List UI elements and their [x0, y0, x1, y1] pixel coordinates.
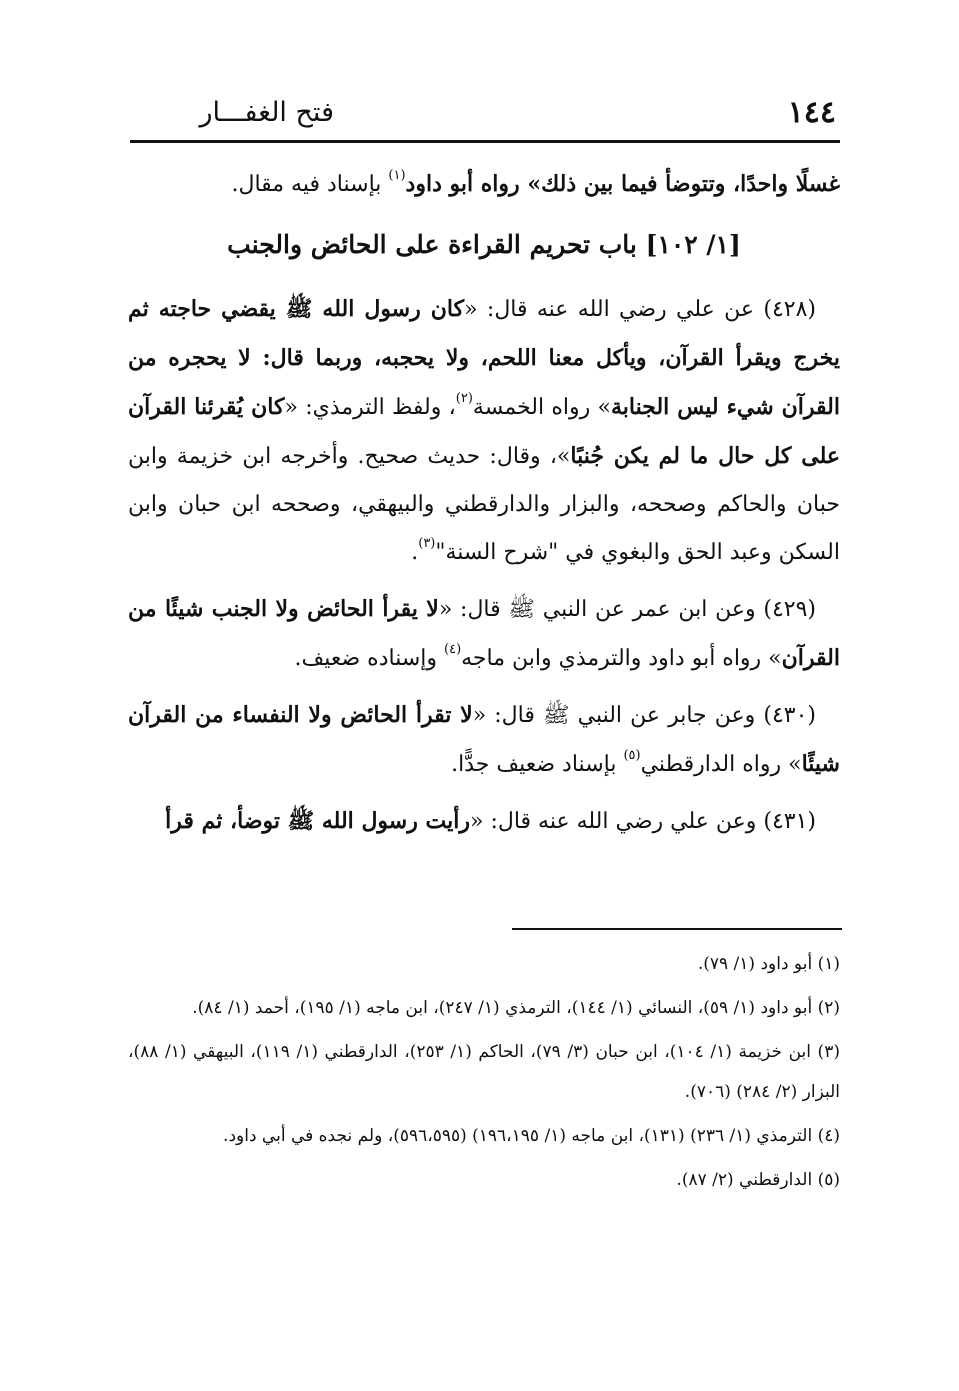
- hadith-number: (٤٢٨): [763, 297, 816, 322]
- footnote-3: (٣) ابن خزيمة (١/ ١٠٤)، ابن حبان (٣/ ٧٩)، الحاكم (١/ ٢٥٣)، الدارقطني (١/ ١١٩)، البيهقي (١/ ٨٨)، البزار (٢/ ٢٨٤) (٧٠٦).: [128, 1042, 840, 1102]
- header-rule: [130, 140, 840, 143]
- hadith-text: » رواه أبو داود والترمذي وابن ماجه: [461, 646, 782, 671]
- hadith-number: (٤٣١): [763, 809, 816, 834]
- footnote-ref: (٥): [623, 747, 641, 763]
- continuation-paragraph: [128, 160, 840, 209]
- footnote-5: (٥) الدارقطني (٢/ ٨٧).: [676, 1170, 840, 1190]
- hadith-intro: وعن ابن عمر عن النبي ﷺ قال: «: [438, 597, 764, 622]
- hadith-intro: عن علي رضي الله عنه قال: «: [464, 297, 764, 322]
- hadith-428: [128, 285, 840, 577]
- hadith-text: » رواه الدارقطني: [640, 752, 802, 777]
- hadith-matn: لا تقرأ الحائض ولا النفساء من القرآن شيئًا: [128, 702, 840, 777]
- footnote-2: (٢) أبو داود (١/ ٥٩)، النسائي (١/ ١٤٤)، الترمذي (١/ ٢٤٧)، ابن ماجه (١/ ١٩٥)، أحمد (١/ ٨٤).: [192, 998, 840, 1018]
- chapter-heading: [١/ ١٠٢] باب تحريم القراءة على الحائض والجنب: [227, 230, 741, 259]
- hadith-matn: لا يقرأ الحائض ولا الجنب شيئًا من القرآن: [128, 596, 840, 671]
- hadith-matn: كان رسول الله ﷺ يقضي حاجته ثم يخرج ويقرأ القرآن، ويأكل معنا اللحم، ولا يحجبه، وربما قال: لا يحجره من القرآن شيء ليس الجنابة: [128, 296, 840, 420]
- hadith-matn: كان يُقرئنا القرآن على كل حال ما لم يكن جُنبًا: [128, 394, 840, 469]
- hadith-text: ، ولفظ الترمذي: «: [284, 395, 456, 420]
- footnote-separator: [512, 928, 842, 930]
- hadith-text: بإسناد ضعيف جدًّا.: [451, 752, 624, 777]
- running-header: [130, 92, 840, 136]
- hadith-text: وإسناده ضعيف.: [294, 646, 444, 671]
- hadith-intro: وعن جابر عن النبي ﷺ قال: «: [472, 703, 764, 728]
- hadith-430: [128, 691, 840, 789]
- footnote-ref: (٢): [455, 390, 473, 406]
- hadith-429: [128, 585, 840, 683]
- hadith-intro: وعن علي رضي الله عنه قال: «: [469, 809, 764, 834]
- hadith-text: » رواه الخمسة: [472, 395, 611, 420]
- main-text: [128, 160, 840, 854]
- hadith-text: .: [411, 540, 419, 565]
- footnote-1: (١) أبو داود (١/ ٧٩).: [697, 954, 840, 974]
- hadith-431: [128, 797, 840, 846]
- hadith-matn: رأيت رسول الله ﷺ توضأ، ثم قرأ: [165, 808, 470, 834]
- footnote-4: (٤) الترمذي (١/ ٢٣٦) (١٣١)، ابن ماجه (١/ ١٩٦،١٩٥) (٥٩٦،٥٩٥)، ولم نجده في أبي داود.: [223, 1126, 840, 1146]
- continuation-after: بإسناد فيه مقال.: [231, 172, 389, 197]
- footnote-ref: (٤): [444, 641, 462, 657]
- footnote-ref: (١): [388, 167, 406, 183]
- footnote-ref: (٣): [418, 535, 436, 551]
- book-title: فتح الغفـــار: [199, 97, 334, 128]
- footnotes: [128, 944, 840, 1204]
- hadith-number: (٤٣٠): [763, 703, 816, 728]
- hadith-text: »، وقال: حديث صحيح. وأخرجه ابن خزيمة وابن حبان والحاكم وصححه، والبزار والدارقطني والبيهقي، وصححه ابن حبان وابن السكن وعبد الحق والبغوي في "شرح السنة": [128, 444, 840, 565]
- hadith-number: (٤٢٩): [763, 597, 816, 622]
- continuation-text: غسلًا واحدًا، وتتوضأ فيما بين ذلك» رواه أبو داود: [405, 171, 840, 197]
- page-number: ١٤٤: [787, 95, 836, 130]
